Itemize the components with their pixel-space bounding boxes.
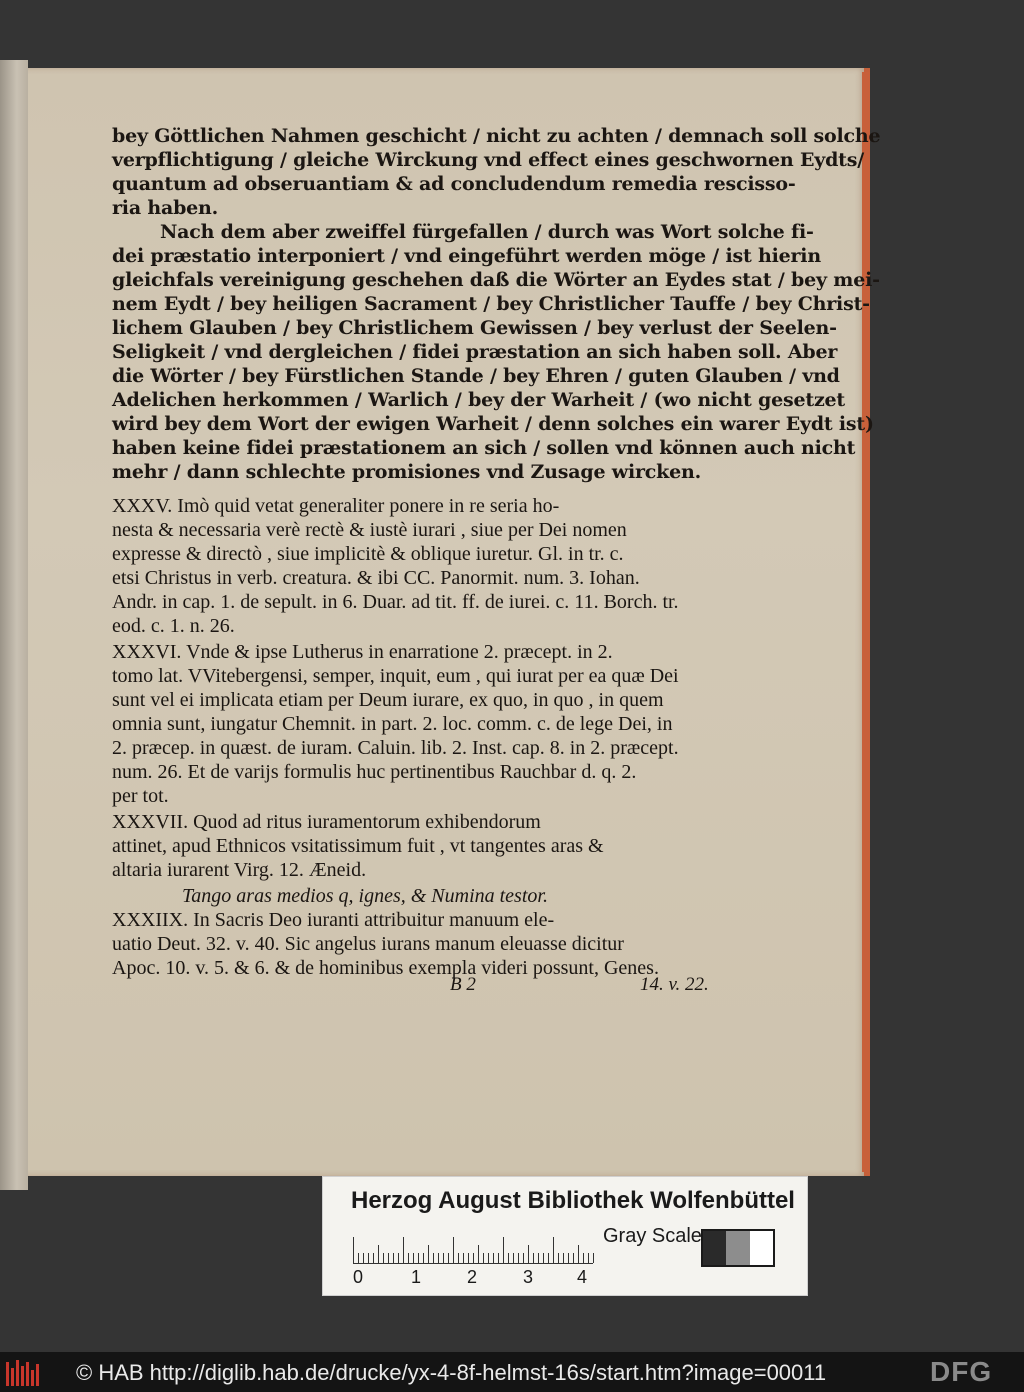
ruler-tick xyxy=(353,1237,354,1263)
ruler-tick xyxy=(533,1253,534,1263)
ruler-tick xyxy=(383,1253,384,1263)
scale-number: 2 xyxy=(467,1267,478,1287)
ruler-tick xyxy=(478,1245,479,1263)
scale-number: 3 xyxy=(523,1267,534,1287)
ruler-tick xyxy=(588,1253,589,1263)
library-label xyxy=(322,1176,808,1296)
text-line: attinet, apud Ethnicos vsitatissimum fuit , vt tangentes aras & xyxy=(112,835,604,857)
ruler-tick xyxy=(483,1253,484,1263)
ruler-tick xyxy=(358,1253,359,1263)
scale-number: 1 xyxy=(411,1267,422,1287)
ruler-tick xyxy=(508,1253,509,1263)
text-line: Tango aras medios q, ignes, & Numina testor. xyxy=(182,885,548,907)
footer-url: © HAB http://diglib.hab.de/drucke/yx-4-8f-helmst-16s/start.htm?image=00011 xyxy=(76,1360,827,1385)
previous-page-edge xyxy=(0,60,28,1190)
ruler-tick xyxy=(468,1253,469,1263)
text-line: 2. præcep. in quæst. de iuram. Caluin. lib. 2. Inst. cap. 8. in 2. præcept. xyxy=(112,737,679,759)
ruler-tick xyxy=(398,1253,399,1263)
text-line: wird bey dem Wort der ewigen Warheit / denn solches ein warer Eydt ist) xyxy=(112,413,874,435)
text-line: sunt vel ei implicata etiam per Deum iurare, ex quo, in quo , in quem xyxy=(112,689,664,711)
ruler-tick xyxy=(523,1253,524,1263)
ruler-tick xyxy=(453,1237,454,1263)
text-line: num. 26. Et de varijs formulis huc pertinentibus Rauchbar d. q. 2. xyxy=(112,761,637,783)
text-line: quantum ad obseruantiam & ad concludendum remedia rescisso- xyxy=(112,173,796,195)
ruler-tick xyxy=(378,1245,379,1263)
text-line: etsi Christus in verb. creatura. & ibi CC. Panormit. num. 3. Iohan. xyxy=(112,567,640,589)
gray-scale-label: Gray Scale xyxy=(603,1225,702,1247)
ruler-tick xyxy=(368,1253,369,1263)
text-line: verpflichtigung / gleiche Wirckung vnd effect eines geschwornen Eydts/ xyxy=(112,149,864,171)
catchword: 14. v. 22. xyxy=(640,974,709,995)
ruler-tick xyxy=(568,1253,569,1263)
text-line: altaria iurarent Virg. 12. Æneid. xyxy=(112,859,367,881)
text-line: mehr / dann schlechte promisiones vnd Zusage wircken. xyxy=(112,461,702,483)
text-line: XXXVI. Vnde & ipse Lutherus in enarratione 2. præcept. in 2. xyxy=(112,641,613,663)
ruler-tick xyxy=(563,1253,564,1263)
text-line: tomo lat. VVitebergensi, semper, inquit, eum , qui iurat per ea quæ Dei xyxy=(112,665,679,687)
ruler-tick xyxy=(473,1253,474,1263)
text-line: dei præstatio interponiert / vnd eingeführt werden möge / ist hierin xyxy=(112,245,821,267)
ruler-tick xyxy=(513,1253,514,1263)
ruler-tick xyxy=(363,1253,364,1263)
ruler-tick xyxy=(413,1253,414,1263)
text-line: haben keine fidei præstationem an sich / sollen vnd können auch nicht xyxy=(112,437,856,459)
ruler-tick xyxy=(388,1253,389,1263)
text-line: lichem Glauben / bey Christlichem Gewissen / bey verlust der Seelen- xyxy=(112,317,837,339)
text-line: Seligkeit / vnd dergleichen / fidei præstation an sich haben soll. Aber xyxy=(112,341,838,363)
text-line: XXXV. Imò quid vetat generaliter ponere in re seria ho- xyxy=(112,495,560,517)
ruler-tick xyxy=(578,1245,579,1263)
text-line: Apoc. 10. v. 5. & 6. & de hominibus exempla videri possunt, Genes. xyxy=(112,957,659,979)
text-line: uatio Deut. 32. v. 40. Sic angelus iurans manum eleuasse dicitur xyxy=(112,933,624,955)
ruler-tick xyxy=(503,1237,504,1263)
text-line: per tot. xyxy=(112,785,169,807)
ruler-tick xyxy=(443,1253,444,1263)
ruler-tick xyxy=(428,1245,429,1263)
ruler-tick xyxy=(583,1253,584,1263)
text-line: Andr. in cap. 1. de sepult. in 6. Duar. ad tit. ff. de iurei. c. 11. Borch. tr. xyxy=(112,591,679,613)
ruler-tick xyxy=(573,1253,574,1263)
gray-scale-wedge xyxy=(701,1229,775,1267)
ruler-tick xyxy=(558,1253,559,1263)
text-line: nem Eydt / bey heiligen Sacrament / bey Christlicher Tauffe / bey Christ- xyxy=(112,293,870,315)
ruler-tick xyxy=(418,1253,419,1263)
ruler-tick xyxy=(518,1253,519,1263)
scale-ruler xyxy=(353,1237,593,1264)
text-line: XXXIIX. In Sacris Deo iuranti attribuitur manuum ele- xyxy=(112,909,555,931)
text-line: eod. c. 1. n. 26. xyxy=(112,615,235,637)
ruler-tick xyxy=(538,1253,539,1263)
ruler-tick xyxy=(493,1253,494,1263)
ruler-tick xyxy=(438,1253,439,1263)
ruler-tick xyxy=(448,1253,449,1263)
ruler-tick xyxy=(488,1253,489,1263)
ruler-tick xyxy=(498,1253,499,1263)
text-line: ria haben. xyxy=(112,197,219,219)
ruler-tick xyxy=(458,1253,459,1263)
hab-logo-icon xyxy=(6,1358,46,1386)
footer-bar xyxy=(0,1352,1024,1392)
signature-mark: B 2 xyxy=(450,974,476,995)
ruler-tick xyxy=(408,1253,409,1263)
ruler-tick xyxy=(433,1253,434,1263)
text-line: die Wörter / bey Fürstlichen Stande / bey Ehren / guten Glauben / vnd xyxy=(112,365,840,387)
ruler-tick xyxy=(593,1253,594,1263)
library-name: Herzog August Bibliothek Wolfenbüttel xyxy=(351,1187,795,1214)
scale-number: 4 xyxy=(577,1267,588,1287)
ruler-tick xyxy=(393,1253,394,1263)
text-line: nesta & necessaria verè rectè & iustè iurari , siue per Dei nomen xyxy=(112,519,627,541)
ruler-tick xyxy=(553,1237,554,1263)
scale-number: 0 xyxy=(353,1267,364,1287)
text-line: XXXVII. Quod ad ritus iuramentorum exhibendorum xyxy=(112,811,541,833)
ruler-tick xyxy=(543,1253,544,1263)
ruler-tick xyxy=(463,1253,464,1263)
page-fore-edge xyxy=(862,72,870,1172)
text-line: gleichfals vereinigung geschehen daß die Wörter an Eydes stat / bey mei- xyxy=(112,269,880,291)
text-line: omnia sunt, iungatur Chemnit. in part. 2. loc. comm. c. de lege Dei, in xyxy=(112,713,673,735)
text-line: bey Göttlichen Nahmen geschicht / nicht zu achten / demnach soll solche xyxy=(112,125,881,147)
text-line: Adelichen herkommen / Warlich / bey der Warheit / (wo nicht gesetzet xyxy=(112,389,846,411)
dfg-logo: DFG xyxy=(930,1356,993,1387)
ruler-tick xyxy=(403,1237,404,1263)
ruler-tick xyxy=(373,1253,374,1263)
ruler-tick xyxy=(548,1253,549,1263)
text-line: expresse & directò , siue implicitè & oblique iuretur. Gl. in tr. c. xyxy=(112,543,624,565)
ruler-tick xyxy=(423,1253,424,1263)
text-line: Nach dem aber zweiffel fürgefallen / durch was Wort solche fi- xyxy=(160,221,814,243)
ruler-tick xyxy=(528,1245,529,1263)
